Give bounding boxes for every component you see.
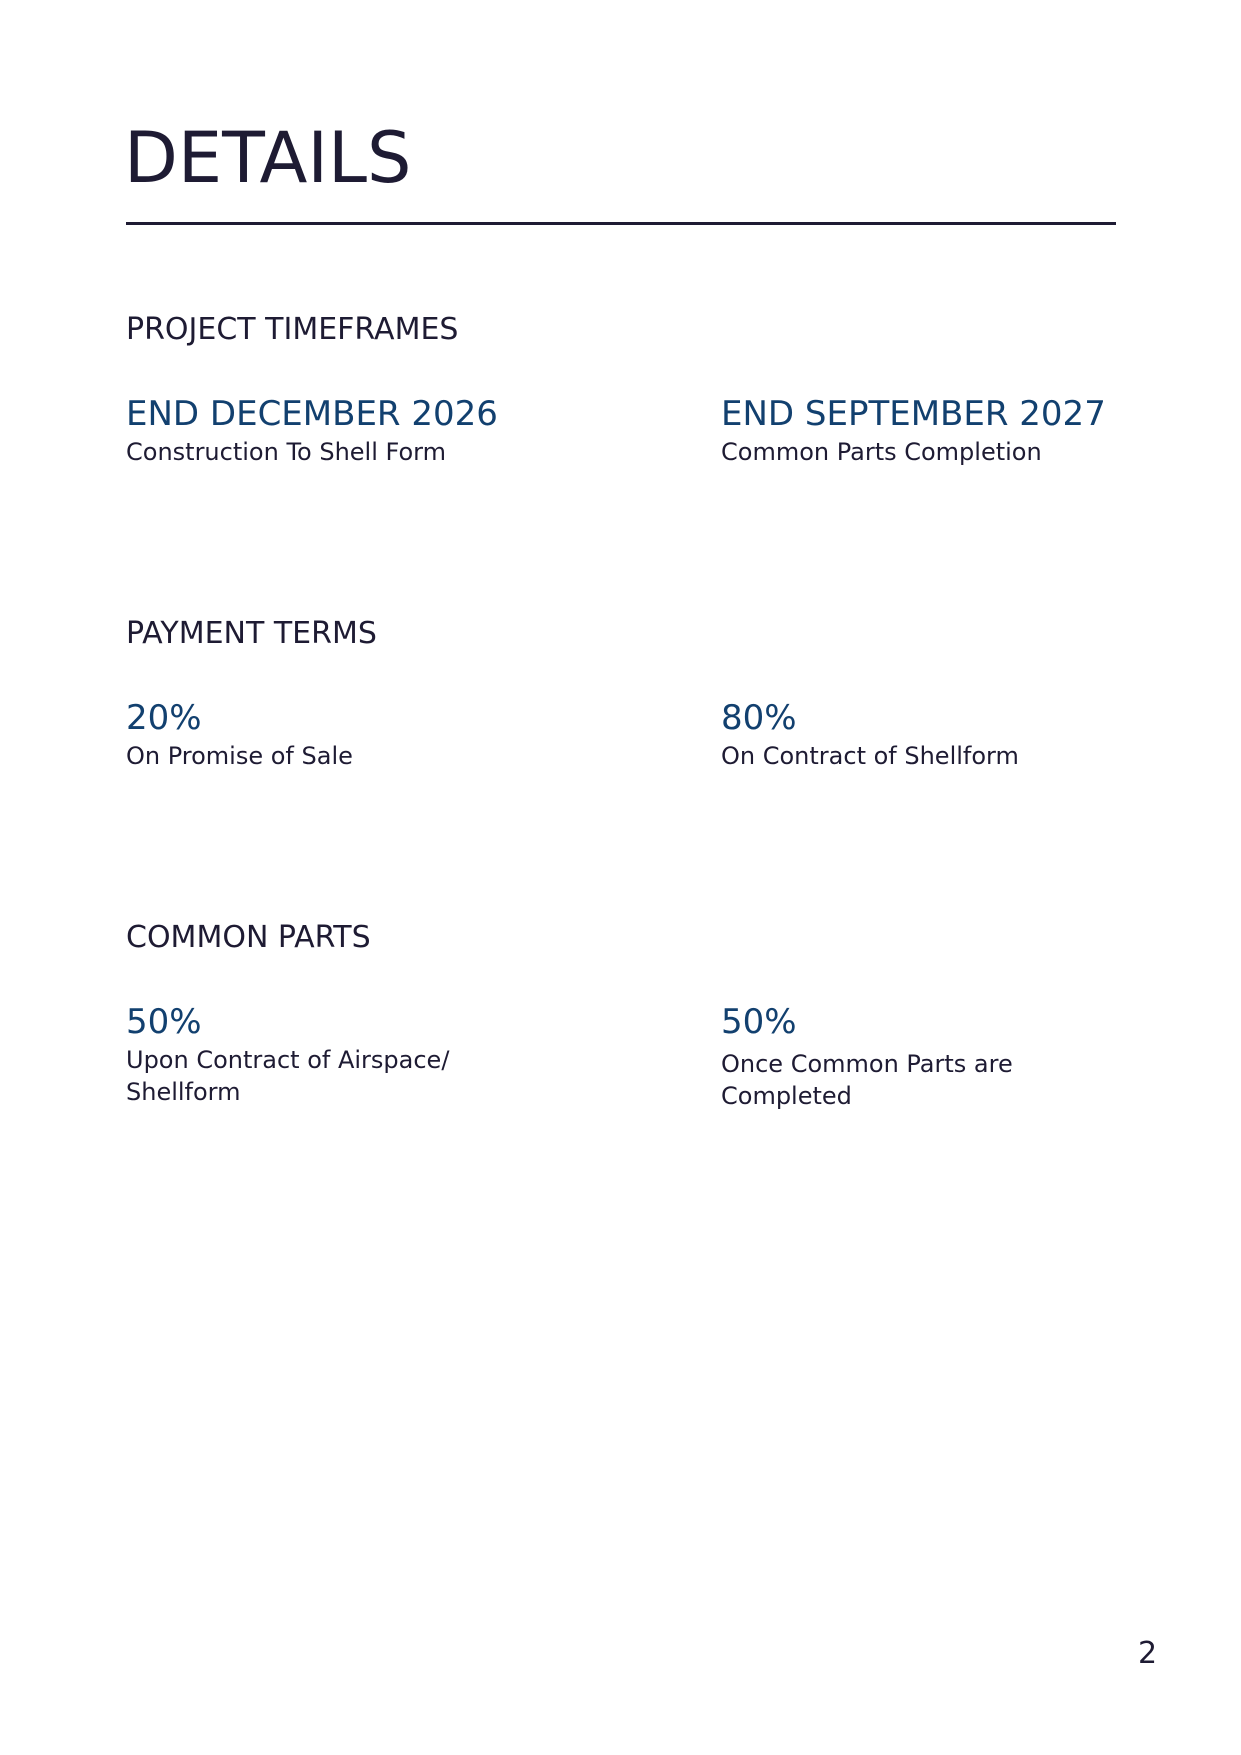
common-parts-item-completion [721, 1002, 1141, 1112]
timeframe-item-shell [126, 394, 546, 468]
timeframe-item-common-parts [721, 394, 1141, 468]
payment-percent: 20% [126, 698, 202, 738]
page-number: 2 [1138, 1636, 1158, 1671]
common-parts-caption: Upon Contract of Airspace/ Shellform [126, 1046, 450, 1106]
section-heading: COMMON PARTS [126, 920, 371, 955]
common-parts-item-airspace [126, 1002, 546, 1108]
timeframe-date: END SEPTEMBER 2027 [721, 394, 1106, 434]
payment-caption: On Promise of Sale [126, 742, 353, 770]
common-parts-percent: 50% [721, 1002, 797, 1042]
section-heading: PROJECT TIMEFRAMES [126, 312, 459, 347]
payment-caption: On Contract of Shellform [721, 742, 1019, 770]
payment-item-contract [721, 698, 1141, 772]
timeframe-caption: Common Parts Completion [721, 438, 1042, 466]
section-heading: PAYMENT TERMS [126, 616, 377, 651]
common-parts-percent: 50% [126, 1002, 202, 1042]
timeframe-caption: Construction To Shell Form [126, 438, 446, 466]
page-title: DETAILS [124, 117, 412, 199]
common-parts-caption: Once Common Parts are Completed [721, 1050, 1013, 1110]
payment-percent: 80% [721, 698, 797, 738]
payment-item-promise [126, 698, 546, 772]
title-divider [126, 222, 1116, 225]
timeframe-date: END DECEMBER 2026 [126, 394, 498, 434]
